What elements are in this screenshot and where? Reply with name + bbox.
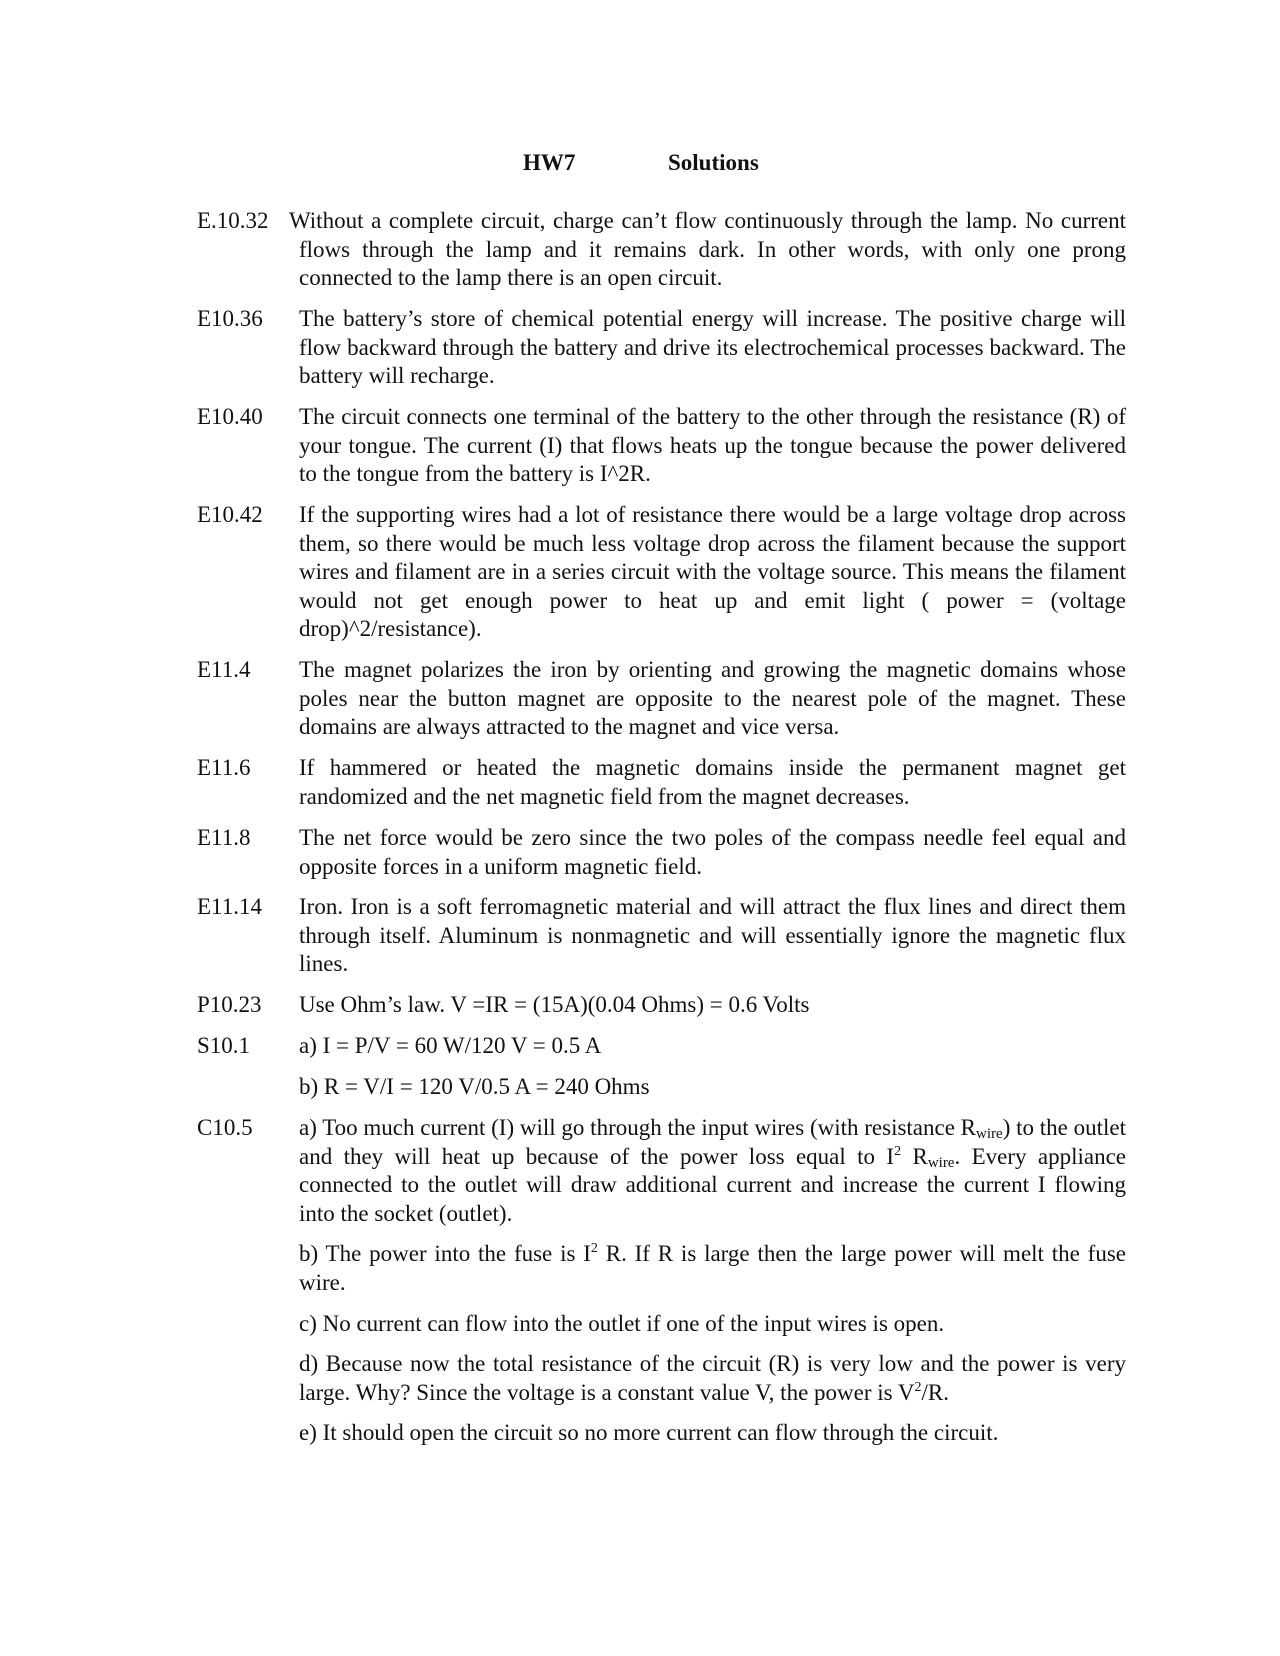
answer-text: Use Ohm’s law. V =IR = (15A)(0.04 Ohms) = 0.6 Volts (299, 992, 810, 1017)
text-run: R (901, 1143, 928, 1169)
answer-part-c: c) No current can flow into the outlet if one of the input wires is open. (299, 1310, 945, 1336)
answer-part-a: a) I = P/V = 60 W/120 V = 0.5 A (299, 1033, 602, 1058)
text-run: b) The power into the fuse is I (299, 1241, 591, 1267)
problem-label: E10.36 (197, 306, 263, 331)
page-title (0, 150, 1280, 182)
problem-e10-36 (197, 305, 1126, 391)
problem-e11-4 (197, 656, 1126, 742)
problem-label: E11.6 (197, 755, 251, 780)
answer-text: Iron. Iron is a soft ferromagnetic material and will attract the flux lines and direct them through itself. Aluminum is nonmagnetic and will essentially ignore the magnetic flux lines. (299, 894, 1126, 977)
problem-label: E10.42 (197, 502, 263, 527)
problem-answer (289, 207, 1126, 293)
superscript: 2 (590, 1241, 598, 1257)
problem-e10-32 (197, 207, 1126, 293)
problem-label: E.10.32 (197, 208, 269, 233)
answer-part-e: e) It should open the circuit so no more current can flow through the circuit. (299, 1420, 999, 1446)
text-run: /R. (921, 1379, 950, 1405)
subscript: wire (927, 1154, 955, 1171)
problem-e11-8 (197, 824, 1126, 881)
problem-label: E11.14 (197, 894, 262, 919)
problem-label: S10.1 (197, 1033, 251, 1058)
answer-text: Without a complete circuit, charge can’t flow continuously through the lamp. No current flows through the lamp and it remains dark. In other words, with only one prong connected to the lamp there is an open circuit. (289, 208, 1126, 291)
problem-e11-14 (197, 893, 1126, 979)
problem-answer (299, 501, 1126, 644)
superscript: 2 (914, 1379, 922, 1395)
answer-part-a (299, 1114, 1126, 1228)
problem-answer (299, 656, 1126, 742)
problem-c10-5 (197, 1114, 1126, 1448)
problem-e10-42 (197, 501, 1126, 644)
answer-part-d (299, 1350, 1126, 1407)
problem-answer (299, 305, 1126, 391)
problem-label: E11.4 (197, 657, 251, 682)
problem-label: E11.8 (197, 825, 251, 850)
problem-answer (299, 893, 1126, 979)
problem-label: E10.40 (197, 404, 263, 429)
title-solutions: Solutions (668, 150, 759, 175)
text-run: ) to the outlet and they will heat up because of the power loss equal to I (299, 1115, 1126, 1169)
title-hw: HW7 (523, 150, 576, 175)
problem-e11-6 (197, 754, 1126, 811)
problem-answer (299, 824, 1126, 881)
problem-s10-1 (197, 1032, 1126, 1101)
subscript: wire (976, 1126, 1003, 1142)
answer-text: The circuit connects one terminal of the battery to the other through the resistance (R) of your tongue. The current (I) that flows heats up the tongue because the power delivered to the tongue from the battery is I^2R. (299, 404, 1126, 487)
superscript: 2 (894, 1143, 902, 1159)
text-run: d) Because now the total resistance of the circuit (R) is very low and the power is very large. Why? Since the voltage is a constant value V, the power is V (299, 1351, 1126, 1405)
answer-text: If the supporting wires had a lot of resistance there would be a large voltage drop across them, so there would be much less voltage drop across the filament because the support wires and filament are in a series circuit with the voltage source. This means the filament would not get enough power to heat up and emit light ( power = (voltage drop)^2/resistance). (299, 502, 1126, 642)
problem-e10-40 (197, 403, 1126, 489)
answer-part-b: b) R = V/I = 120 V/0.5 A = 240 Ohms (299, 1073, 650, 1099)
answer-part-b (299, 1240, 1126, 1297)
problem-answer (299, 991, 1126, 1020)
problem-label: C10.5 (197, 1115, 253, 1140)
problem-answer (299, 754, 1126, 811)
text-run: a) Too much current (I) will go through the input wires (with resistance R (299, 1115, 977, 1140)
problem-answer (299, 403, 1126, 489)
answer-text: The battery’s store of chemical potential energy will increase. The positive charge will flow backward through the battery and drive its electrochemical processes backward. The battery will recharge. (299, 306, 1126, 389)
text-run: . Every appliance connected to the outlet will draw additional current and increase the current I flowing into the socket (outlet). (299, 1143, 1127, 1226)
answer-text: The magnet polarizes the iron by orienting and growing the magnetic domains whose poles near the button magnet are opposite to the nearest pole of the magnet. These domains are always attracted to the magnet and vice versa. (299, 657, 1126, 740)
problem-label: P10.23 (197, 992, 262, 1017)
problem-p10-23 (197, 991, 1126, 1020)
answer-text: The net force would be zero since the two poles of the compass needle feel equal and opposite forces in a uniform magnetic field. (299, 825, 1126, 879)
answer-text: If hammered or heated the magnetic domains inside the permanent magnet get randomized and the net magnetic field from the magnet decreases. (299, 755, 1126, 809)
problem-answer (299, 1032, 1126, 1101)
text-run: R. If R is large then the large power will melt the fuse wire. (299, 1241, 1126, 1295)
problem-answer (299, 1114, 1126, 1448)
